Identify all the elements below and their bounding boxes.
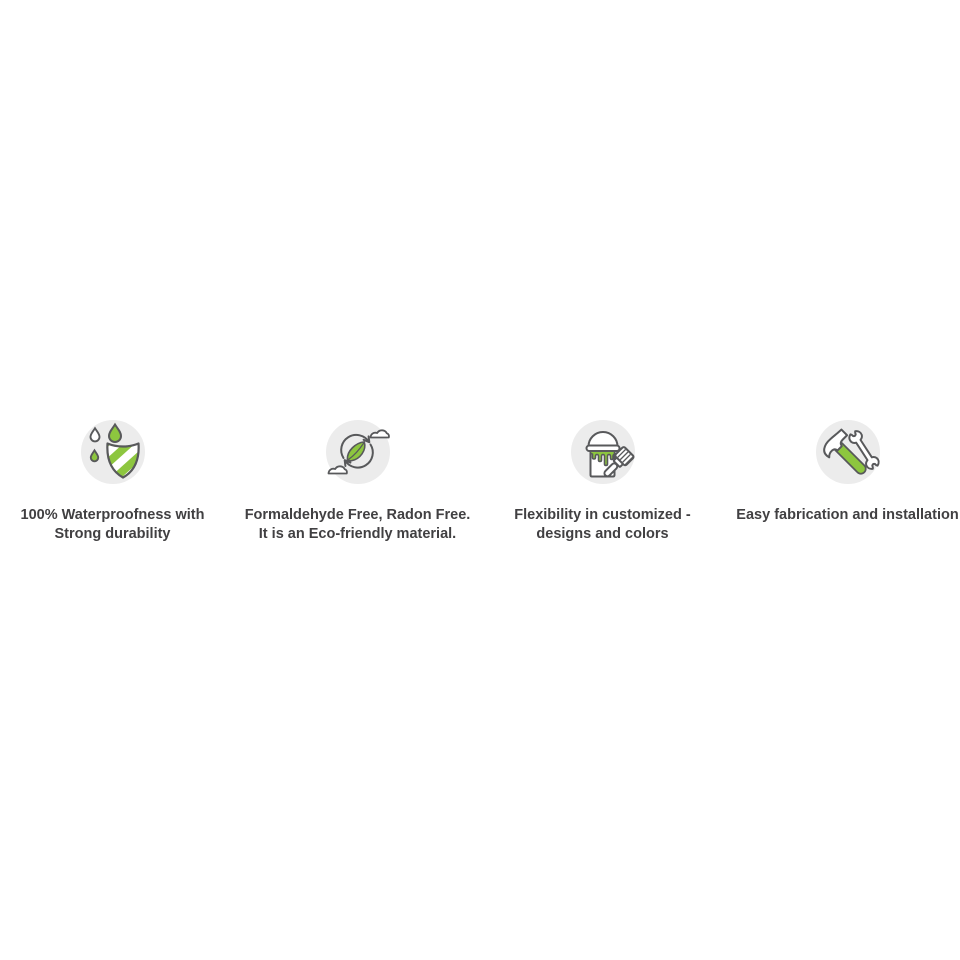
feature-item-waterproofness — [0, 420, 235, 544]
feature-item-eco-friendly — [235, 420, 480, 544]
feature-caption-line: Formaldehyde Free, Radon Free. — [244, 507, 471, 523]
hammer-wrench-icon — [816, 420, 880, 484]
feature-caption — [480, 506, 725, 544]
feature-caption-line: designs and colors — [536, 526, 669, 542]
eco-recycle-leaf-icon — [326, 420, 390, 484]
feature-strip — [0, 420, 960, 544]
feature-caption-line: Strong durability — [54, 526, 171, 542]
shield-water-drops-icon — [81, 420, 145, 484]
feature-caption-line: Easy fabrication and installation — [736, 507, 959, 523]
feature-caption — [0, 506, 235, 544]
paint-bucket-brush-icon — [571, 420, 635, 484]
feature-caption-line: Flexibility in customized - — [514, 507, 691, 523]
feature-caption — [235, 506, 480, 544]
feature-caption-line: 100% Waterproofness with — [20, 507, 205, 523]
feature-caption-line: It is an Eco-friendly material. — [258, 526, 457, 542]
feature-item-customization — [480, 420, 725, 544]
feature-caption — [725, 506, 960, 525]
feature-item-fabrication — [725, 420, 960, 544]
